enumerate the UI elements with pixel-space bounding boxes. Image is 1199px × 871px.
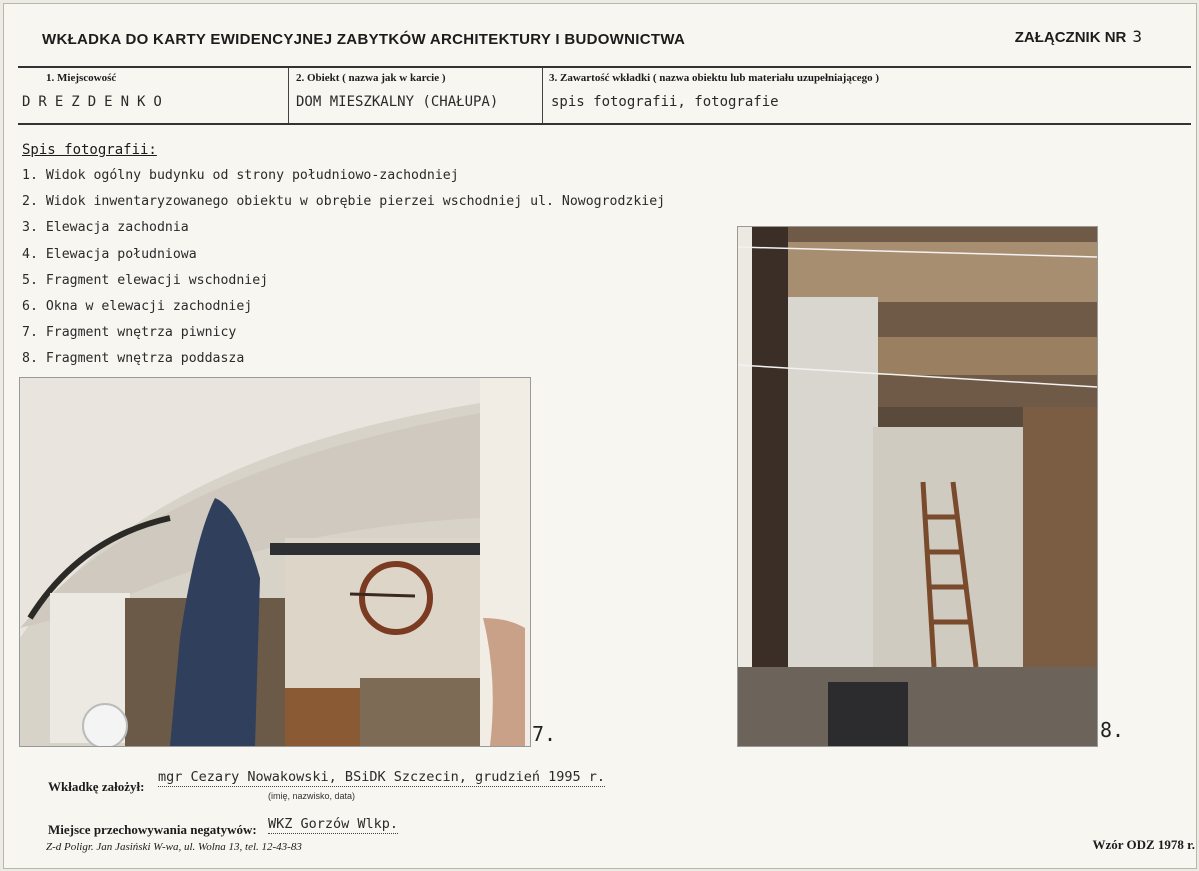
founder-label: Wkładkę założył: (48, 779, 145, 794)
field-divider (542, 68, 543, 123)
list-item: 1. Widok ogólny budynku od strony południowo-zachodniej (22, 168, 459, 183)
cellar-photo (19, 377, 531, 747)
founder-value: mgr Cezary Nowakowski, BSiDK Szczecin, grudzień 1995 r. (158, 769, 606, 785)
list-item: 3. Elewacja zachodnia (22, 220, 189, 236)
photo-list (22, 164, 665, 374)
list-item: 4. Elewacja południowa (22, 246, 197, 262)
list-item: 8. Fragment wnętrza poddasza (22, 351, 245, 367)
content-value: spis fotografii, fotografie (551, 94, 779, 110)
list-item: 2. Widok inwentaryzowanego obiektu w obrębie pierzei wschodniej ul. Nowogrodzkiej (22, 194, 666, 210)
list-item: 5. Fragment elewacji wschodniej (22, 272, 269, 288)
negatives-value: WKZ Gorzów Wlkp. (268, 816, 399, 832)
locality-label: 1. Miejscowość (46, 72, 117, 84)
object-value: DOM MIESZKALNY (CHAŁUPA) (296, 94, 499, 110)
founder-hint: (imię, nazwisko, data) (268, 791, 356, 801)
field-divider (288, 68, 289, 123)
photo-list-heading: Spis fotografii: (22, 142, 157, 158)
annex-label (1015, 27, 1142, 46)
annex-label-text: ZAŁĄCZNIK NR (1014, 29, 1127, 46)
form-model: Wzór ODZ 1978 r. (1092, 837, 1195, 852)
negatives-label: Miejsce przechowywania negatywów: (48, 822, 257, 837)
photo-number: 8. (1100, 718, 1125, 742)
attic-photo (737, 226, 1098, 747)
top-rule (18, 66, 1191, 68)
form-title: WKŁADKA DO KARTY EWIDENCYJNEJ ZABYTKÓW ARCHITEKTURY I BUDOWNICTWA (42, 31, 686, 48)
content-label: 3. Zawartość wkładki ( nazwa obiektu lub materiału uzupełniającego ) (549, 72, 880, 84)
list-item: 6. Okna w elewacji zachodniej (22, 298, 253, 314)
list-item: 7. Fragment wnętrza piwnicy (22, 325, 237, 341)
locality-value: DREZDENKO (22, 94, 170, 110)
printer-imprint: Z-d Poligr. Jan Jasiński W-wa, ul. Wolna 13, tel. 12-43-83 (46, 841, 302, 853)
photo-number: 7. (532, 722, 557, 746)
annex-number: 3 (1132, 27, 1142, 46)
object-label: 2. Obiekt ( nazwa jak w karcie ) (296, 72, 446, 84)
bottom-rule (18, 123, 1191, 125)
